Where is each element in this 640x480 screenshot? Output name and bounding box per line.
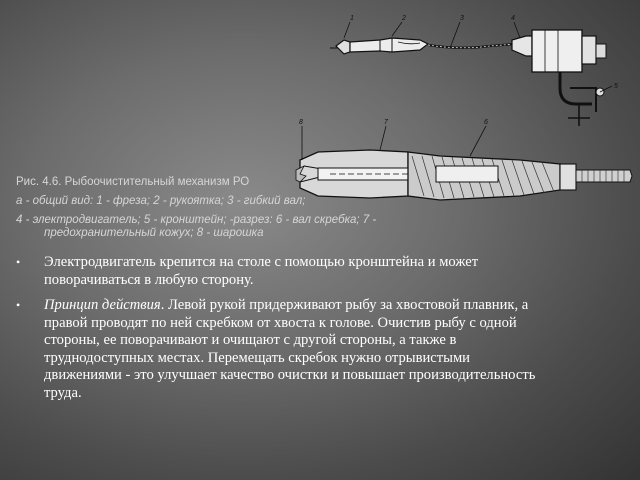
callout-1: 1 <box>350 15 354 22</box>
callout-labels-bottom <box>299 119 488 126</box>
caption-title: Рис. 4.6. Рыбоочистительный механизм РО <box>16 176 250 188</box>
general-view-drawing <box>330 30 606 126</box>
caption-line-4: предохранительный кожух; 8 - шарошка <box>44 227 264 239</box>
caption-line-2: а - общий вид: 1 - фреза; 2 - рукоятка; 3 - гибкий вал; <box>16 195 306 207</box>
callout-8: 8 <box>299 119 303 126</box>
callout-4: 4 <box>511 15 515 22</box>
callout-3: 3 <box>460 15 464 22</box>
bullet-list <box>14 254 544 410</box>
callout-7: 7 <box>384 119 388 126</box>
callout-6: 6 <box>484 119 488 126</box>
bullet-text-principle: . Левой рукой придерживают рыбу за хвостовой плавник, а правой проводят по ней скребком от хвоста к голове. Очистив рыбу с одной стороны, ее поворачивают и очищают с другой стороны, а также в труднодоступных местах. Перемещать скребок нужно отрывистыми движениями - это улучшает качество очистки и повышает производительность труда. <box>44 297 536 401</box>
bullet-text-motor: Электродвигатель крепится на столе с помощью кронштейна и может поворачиваться в любую сторону. <box>44 254 479 288</box>
bullet-item-principle <box>14 297 544 402</box>
bullet-lead-principle: Принцип действия <box>44 297 161 313</box>
bullet-item-motor <box>14 254 544 289</box>
caption-line-3: 4 - электродвигатель; 5 - кронштейн; -разрез: 6 - вал скребка; 7 - <box>16 214 377 226</box>
bullet-icon: • <box>16 298 21 312</box>
callout-5: 5 <box>614 83 618 90</box>
callout-2: 2 <box>402 15 406 22</box>
figure-caption <box>16 176 616 246</box>
bullet-icon: • <box>16 255 21 269</box>
